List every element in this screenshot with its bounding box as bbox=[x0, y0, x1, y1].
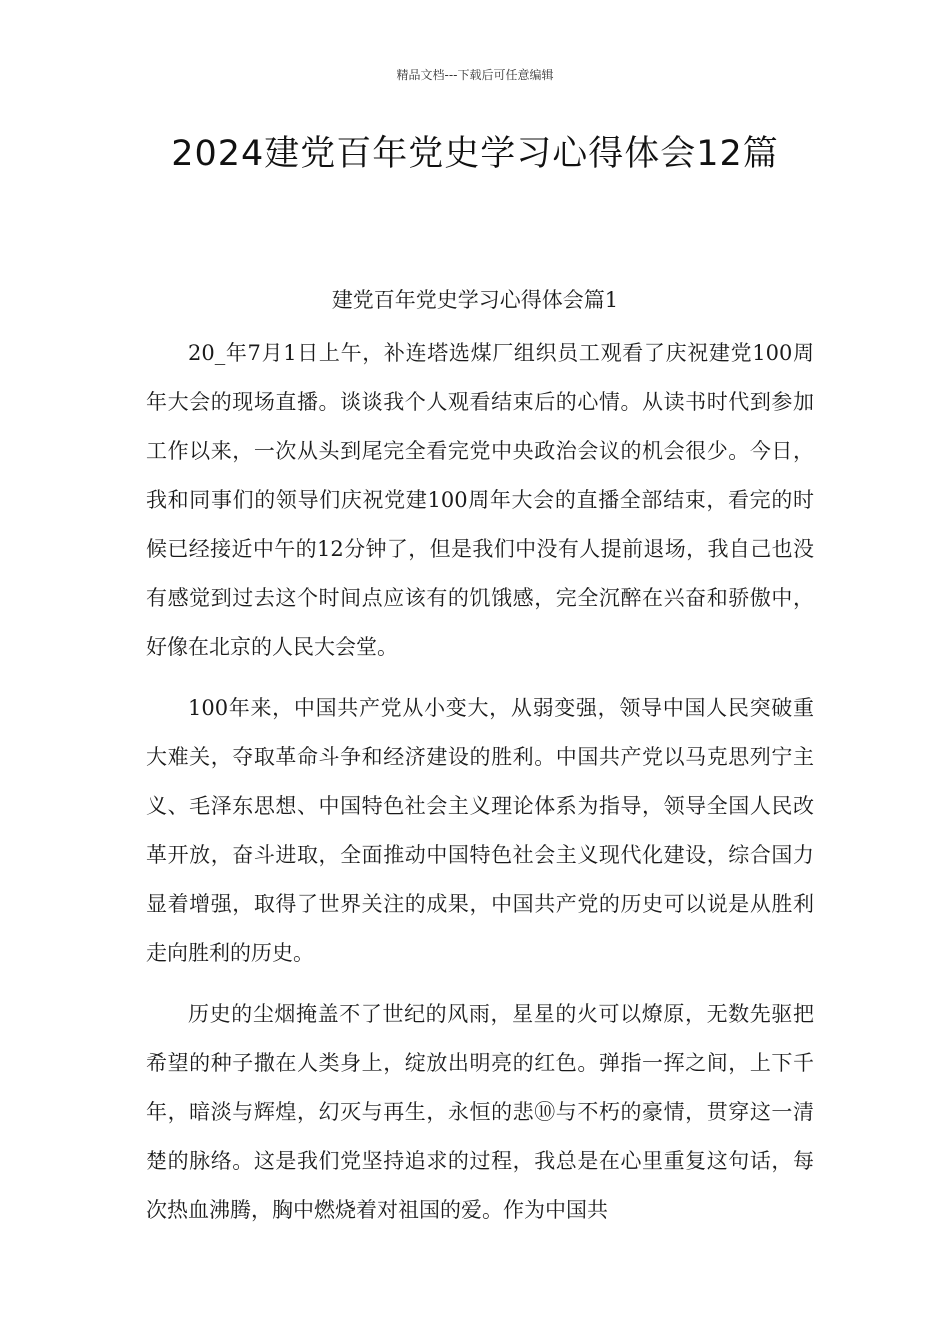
paragraph-2: 100年来，中国共产党从小变大，从弱变强，领导中国人民突破重大难关，夺取革命斗争和经济建设的胜利。中国共产党以马克思列宁主义、毛泽东思想、中国特色社会主义理论体系为指导，领导全国人民改革开放，奋斗进取，全面推动中国特色社会主义现代化建设，综合国力显着增强，取得了世界关注的成果，中国共产党的历史可以说是从胜利走向胜利的历史。 bbox=[146, 696, 814, 965]
paragraph-3: 历史的尘烟掩盖不了世纪的风雨，星星的火可以燎原，无数先驱把希望的种子撒在人类身上，绽放出明亮的红色。弹指一挥之间，上下千年，暗淡与辉煌，幻灭与再生，永恒的悲⑩与不朽的豪情，贯穿这一清楚的脉络。这是我们党坚持追求的过程，我总是在心里重复这句话，每次热血沸腾，胸中燃烧着对祖国的爱。作为中国共 bbox=[146, 1002, 814, 1222]
paragraph-1: 20_年7月1日上午，补连塔选煤厂组织员工观看了庆祝建党100周年大会的现场直播。谈谈我个人观看结束后的心情。从读书时代到参加工作以来，一次从头到尾完全看完党中央政治会议的机会很少。今日，我和同事们的领导们庆祝党建100周年大会的直播全部结束，看完的时候已经接近中午的12分钟了，但是我们中没有人提前退场，我自己也没有感觉到过去这个时间点应该有的饥饿感，完全沉醉在兴奋和骄傲中，好像在北京的人民大会堂。 bbox=[146, 341, 814, 659]
document-title: 2024建党百年党史学习心得体会12篇 bbox=[171, 134, 779, 174]
body-text bbox=[146, 329, 814, 1247]
header-note: 精品文档---下载后可任意编辑 bbox=[396, 68, 554, 82]
section-heading: 建党百年党史学习心得体会篇1 bbox=[331, 288, 619, 312]
